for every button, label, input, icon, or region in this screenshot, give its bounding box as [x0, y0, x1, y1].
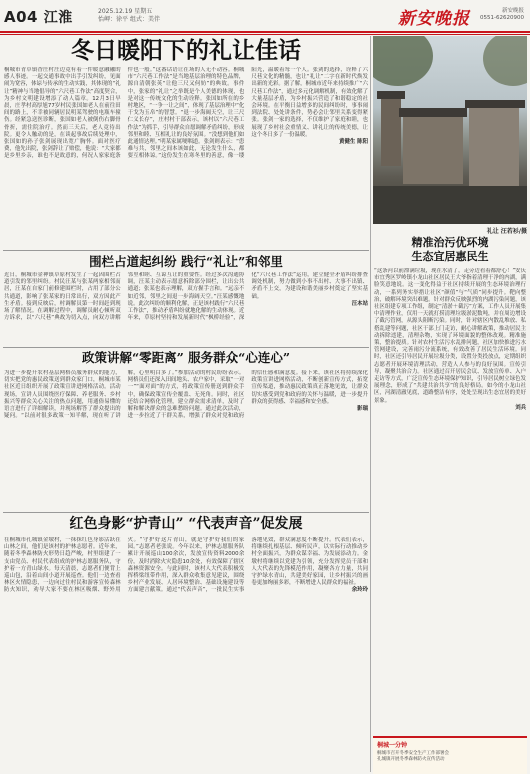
a3-title-box — [3, 350, 369, 366]
editor-credit: 怡岬：徐平 — [98, 16, 129, 23]
a4-title-box — [3, 515, 369, 533]
photo-roof — [399, 108, 467, 117]
a4-body: 在桐城市孔城镇金墩村，一抹抹红色身影活跃在山林之间，他们是该村的护林志愿者。近年来，随着冬季森林防火形势日趋严峻，村里组建了一支由党员、村民代表组成的护林志愿服务队，守护着一方青山绿水。每天清晨，志愿者们便背上巡山包，沿着山间小道开展巡查。他们一边查看林区火情隐患，一边向过往村民和游客宣传森林防火知识，劝导大家不要在林区吸烟、野外用火。“守护好这片青山，就是守护好我们的家园。”志愿者老张说。今年以来，护林志愿服务队累计开展巡山100余次，发放宣传资料2000余份，及时消除火灾隐患10余处，有效保障了辖区森林资源安全。与此同时，该村人大代表积极发挥桥梁纽带作用，深入群众收集意见建议，围绕乡村产业发展、人居环境整治、基础设施建设等方面建言献策。通过“代表声音”，一批民生实事落地见效，群众满意度不断提升。代表们表示，将继续扎根基层、倾听民声，以实际行动推动乡村全面振兴，为群众谋幸福、为发展添动力。金墩村将继续以党建为引领，充分发挥党员干部和人大代表的先锋模范作用，凝聚各方力量，共同守护绿水青山，共建美好家园，让乡村振兴的画卷更加绚丽多彩，不断增进人民群众的福祉。 — [4, 537, 368, 594]
a3-title: 政策讲解“零距离” 服务群众“心连心” — [81, 350, 291, 365]
side-title-1: 精准治污优环境 — [411, 236, 489, 249]
brief-title: 桐城一分钟 — [377, 742, 408, 749]
header-meta — [98, 8, 160, 24]
lead-article — [4, 67, 368, 247]
side-author: 刘兵 — [515, 404, 526, 411]
photo-tree — [373, 36, 433, 86]
brief-line-2: 孔城镇开展冬季森林防火宣传活动 — [377, 757, 445, 762]
divider — [3, 250, 369, 251]
divider — [3, 347, 369, 348]
header-rule — [0, 31, 530, 33]
side-title-2: 生态宜居惠民生 — [411, 250, 489, 263]
a2-title: 围栏占道起纠纷 践行“礼让”和邻里 — [89, 254, 283, 269]
lead-author: 黄健生 陈阳 — [339, 139, 368, 146]
photo-roof — [465, 100, 525, 108]
a4-title: 红色身影“护青山” “代表声音”促发展 — [69, 516, 303, 532]
page-number: A04 江淮 — [4, 8, 73, 26]
a3-author: 影瑞 — [357, 406, 368, 413]
photo-ground — [373, 186, 527, 224]
side-article — [374, 268, 526, 732]
brief-box — [373, 736, 527, 774]
issue-date: 2025.12.19 — [98, 8, 133, 15]
photo-roof — [377, 91, 405, 99]
photo-caption: 礼让 汪若衫/摄 — [486, 228, 527, 235]
a4-author: 余玲玲 — [351, 587, 368, 594]
hotline: 0551-62620900 — [480, 15, 524, 21]
designer-credit: 组式：美伴 — [129, 16, 160, 23]
photo-building — [469, 106, 519, 186]
column-divider — [370, 36, 371, 772]
lead-title-box — [3, 38, 369, 64]
news-photo — [373, 36, 527, 224]
photo-tree — [483, 36, 527, 86]
brand-sub-name: 新安晚报 — [501, 8, 524, 14]
lead-title: 冬日暖阳下的礼让佳话 — [71, 38, 301, 64]
a2-body: 近日，桐城市金神镇草原村发生了一起因围栏占道引发的邻里纠纷。村民汪某与张某两家相邻而居，汪某在自家门前修建围栏时，占用了部分公共通道，影响了张某家的日常出行，双方因此产生矛盾。接到反映后，村调解员第一时间赶到现场了解情况。在调解过程中，调解员耐心倾听双方诉求，以“六尺巷”典故为切入点，向双方讲解邻里和睦、互谅互让的重要性。经过多次沟通协调，汪某主动表示愿意拆除部分围栏，让出公共通道；张某也表示理解，双方握手言和。“远亲不如近邻，邻里之间退一步海阔天空。”汪某感慨地说。此次纠纷的顺利化解，正是该村践行“六尺巷工作法”，推动矛盾纠纷就地化解的生动体现。近年来，草原村坚持和发展新时代“枫桥经验”，深化“六尺巷工作法”运用，建立健全矛盾纠纷排查调处机制，努力做到小事不出村、大事不出镇、矛盾不上交，为建设和谐美丽乡村奠定了坚实基础。 — [4, 272, 368, 322]
issue-weekday: 星期五 — [134, 8, 153, 15]
photo-building — [381, 96, 401, 166]
a3-body: 为进一步提升农村基层网格员服务群众的能力，切实把党的惠民政策送到群众家门口，桐城市某社区近日组织开展了政策宣讲进网格活动。活动现场，宣讲人员围绕医疗保障、养老服务、乡村振兴等群众关心关注的热点问题，用通俗易懂的语言进行了详细解读，并现场解答了群众提出的疑问。“以前对很多政策一知半解，现在听了讲解，心里明白多了。”参加活动的村民纷纷表示。网格员们还深入田间地头、农户家中，采取“一对一”“面对面”的方式，将政策宣传册送到群众手中，确保政策宣传全覆盖、无死角。同时，社区还结合网格化管理，建立群众需求清单，及时了解和解决群众的急难愁盼问题。通过此次活动，进一步拉近了干群关系，增强了群众对党和政府的信任感和满意度。接下来，该社区将持续深化政策宣讲进网格活动，不断创新宣传方式，拓宽宣传渠道，推动惠民政策真正落地见效，让群众切实感受到党和政府的关怀与温暖，进一步提升群众的获得感、幸福感和安全感。 — [4, 370, 368, 420]
a2-title-box — [3, 254, 369, 270]
a2-article — [4, 272, 368, 344]
lead-body: 桐城市青草镇香庄村庄边竟有着一件暖意融融的感人事迹。一起交通事故中出手引发纠纷，见面闹为宽容，体谅与传承的生动实践，其体现的“礼让”精神与当地倡导的“六尺巷工作法”高度契合，为乡村文明建设增添了动人篇章。12月3日早晨，庄孝村高厚旭77岁村民张国如老人在前往田间的路上，不幸被同辆居民明某驾驶的电瓶车撞伤。经紧急送医诊断，张国如老人被倒伤右脚骨骨折，需住院治疗。然而三天后，老人竟待出院。更令人触动的是，在谈起事故后续处理中，张国如的孙子张剑展现出宽广胸怀。面对医疗费，他先出院，张剑辞让了赔偿，他说：“大家都是乡里乡亲，谁也不是故意的，何况人家家庭条件也一般。”这番话语让在场的人无不动容。桐城市“六尺巷工作法”是当地基层治理的特色品牌，源自清朝张英“让他三尺又何妨”的典故。事件中，张家的“礼让”之举既是个人美德的体现，也是对这一传统文化的生动诠释。张国如所在的乡村地区，“一争一让之间”，体现了基层治理中“化干戈为玉帛”的智慧。“退一步海阔天空，让三尺仁义长存”，庄村村干部表示，该村以“六尺巷工作法”为抓手，引导群众自愿调解矛盾纠纷，形成邻里和睦、互相礼让的良好氛围。“没想到他们如此通情达理。”明某家属哽咽道。张剑则表示：“患难与共，邻里之间本该如此，无论发生什么，都要互相体谅。”这份发生在寒冬里的善意，像一缕阳光，温暖着每一个人。张剑的选择，诠释了六尺巷文化的精髓，也让“礼让”二字在新时代焕发出新的光彩。据了解，桐城市近年来持续推广“六尺巷工作法”，通过多元化调解机制，有效化解了大量基层矛盾，为乡村振兴营造了和谐稳定的社会环境。在平衡日益增多的民间纠纷时，事事闹到法院、处处讲条件，势必会让邻里关系变得紧张。张剑一家的选择，不仅维护了家庭和睦，也展现了乡村社会重情义、讲礼让的传统美德，让这个冬日多了一份温暖。 — [4, 67, 368, 160]
brief-line-1: 桐城市召开冬季安全生产工作部署会 — [377, 751, 449, 756]
header-rule-thin — [0, 34, 530, 35]
a2-author: 汪本站 — [351, 300, 368, 307]
page-name: 江淮 — [43, 10, 73, 26]
a3-article — [4, 370, 368, 510]
brand-logo: 新安晚报 — [398, 9, 470, 29]
divider — [3, 512, 369, 513]
a4-article — [4, 537, 368, 771]
page-header — [0, 0, 530, 38]
side-title-box — [373, 236, 527, 266]
side-body: “这条河以前漂满垃圾，现在水清了，走旁边看着都舒心！”安庆市宜秀区罗岭镇小龙山社区居民王大爷指着清理干净的内湖，满脸笑意地说。这一变化得益于社区持续开展的生态环境治理行动，一系列务实举措让社区“颜值”与“气质”同步提升。靶向整治，破解环境突出难题。针对群众反映强烈的内湖污染问题，该社区组建专项工作组，制定“清淤＋截污”方案，工作人员开展集中清理作业，仅用一天就打捞清理垃圾淤泥数吨，并在周边增设了截污管网，从源头阻断污染。同时，针对辖区内散乱堆放、私搭乱建等问题，社区干部上门走访，耐心讲解政策，推动居民主动拆除违建，清理杂物，实现了环境面貌的整体改观。精准施策，整治提质。针对农村生活污水乱排问题，社区加快推进污水管网建设，完善雨污分流系统，有效改善了居民生活环境。同时，社区还引导居民开展垃圾分类，设置分类投放点，定期组织志愿者开展环境清理活动，营造人人参与的良好氛围。宣传引导，凝聚共治合力。社区通过召开居民会议、发放宣传单、入户走访等方式，广泛宣传生态环境保护知识，引导居民树立绿色发展理念，形成了“共建共治共享”的良好格局。如今的小龙山社区，河湖清澈见底，道路整洁有序，处处呈现出生态宜居的美好景象。 — [374, 268, 526, 404]
brand-sub — [480, 8, 524, 22]
photo-building — [403, 114, 463, 184]
